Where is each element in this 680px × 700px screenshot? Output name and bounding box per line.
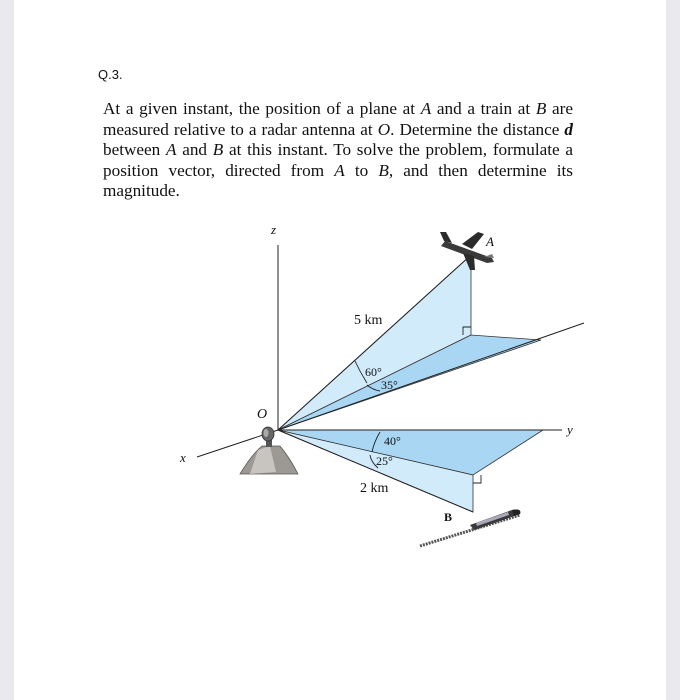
y-axis-label: y bbox=[567, 422, 573, 437]
problem-text-segment: , and then determine its magnitude. bbox=[103, 160, 573, 200]
distance-a-label: 5 km bbox=[354, 313, 383, 328]
problem-text-segment: between bbox=[103, 140, 166, 159]
problem-text-segment: . Determine the distance bbox=[390, 119, 565, 139]
problem-text-segment: to bbox=[344, 160, 379, 180]
x-axis-label: x bbox=[180, 450, 186, 465]
right-angle-b bbox=[473, 475, 481, 483]
angle-60-label: 60° bbox=[365, 365, 382, 379]
problem-text-segment: At a given instant, the position of a plane at bbox=[103, 99, 421, 118]
problem-text-segment: and bbox=[176, 140, 213, 159]
problem-text-segment: A bbox=[420, 99, 432, 118]
z-axis-label: z bbox=[271, 222, 277, 237]
distance-b-label: 2 km bbox=[360, 481, 389, 496]
problem-text-segment: d bbox=[564, 119, 573, 139]
point-a-label: A bbox=[486, 234, 494, 249]
problem-text-segment: at this instant. To solve the problem, formulate a position vector, directed from bbox=[103, 140, 573, 180]
problem-text-segment: B bbox=[378, 160, 389, 180]
origin-label: O bbox=[257, 407, 268, 422]
problem-text-segment: A bbox=[334, 160, 345, 180]
problem-text-segment: and a train at bbox=[431, 99, 536, 118]
question-number: Q.3. bbox=[98, 67, 123, 82]
angle-25-label: 25° bbox=[376, 454, 393, 468]
problem-text-segment: O bbox=[377, 119, 391, 139]
problem-text-segment: A bbox=[165, 140, 177, 159]
angle-40-label: 40° bbox=[384, 434, 401, 448]
train-icon bbox=[420, 510, 520, 547]
problem-text-segment: B bbox=[535, 99, 547, 118]
problem-text-segment: are measured relative to a radar antenna at bbox=[103, 99, 573, 139]
problem-text-segment: B bbox=[212, 140, 224, 159]
angle-35-label: 35° bbox=[381, 378, 398, 392]
point-b-label: B bbox=[444, 510, 453, 524]
